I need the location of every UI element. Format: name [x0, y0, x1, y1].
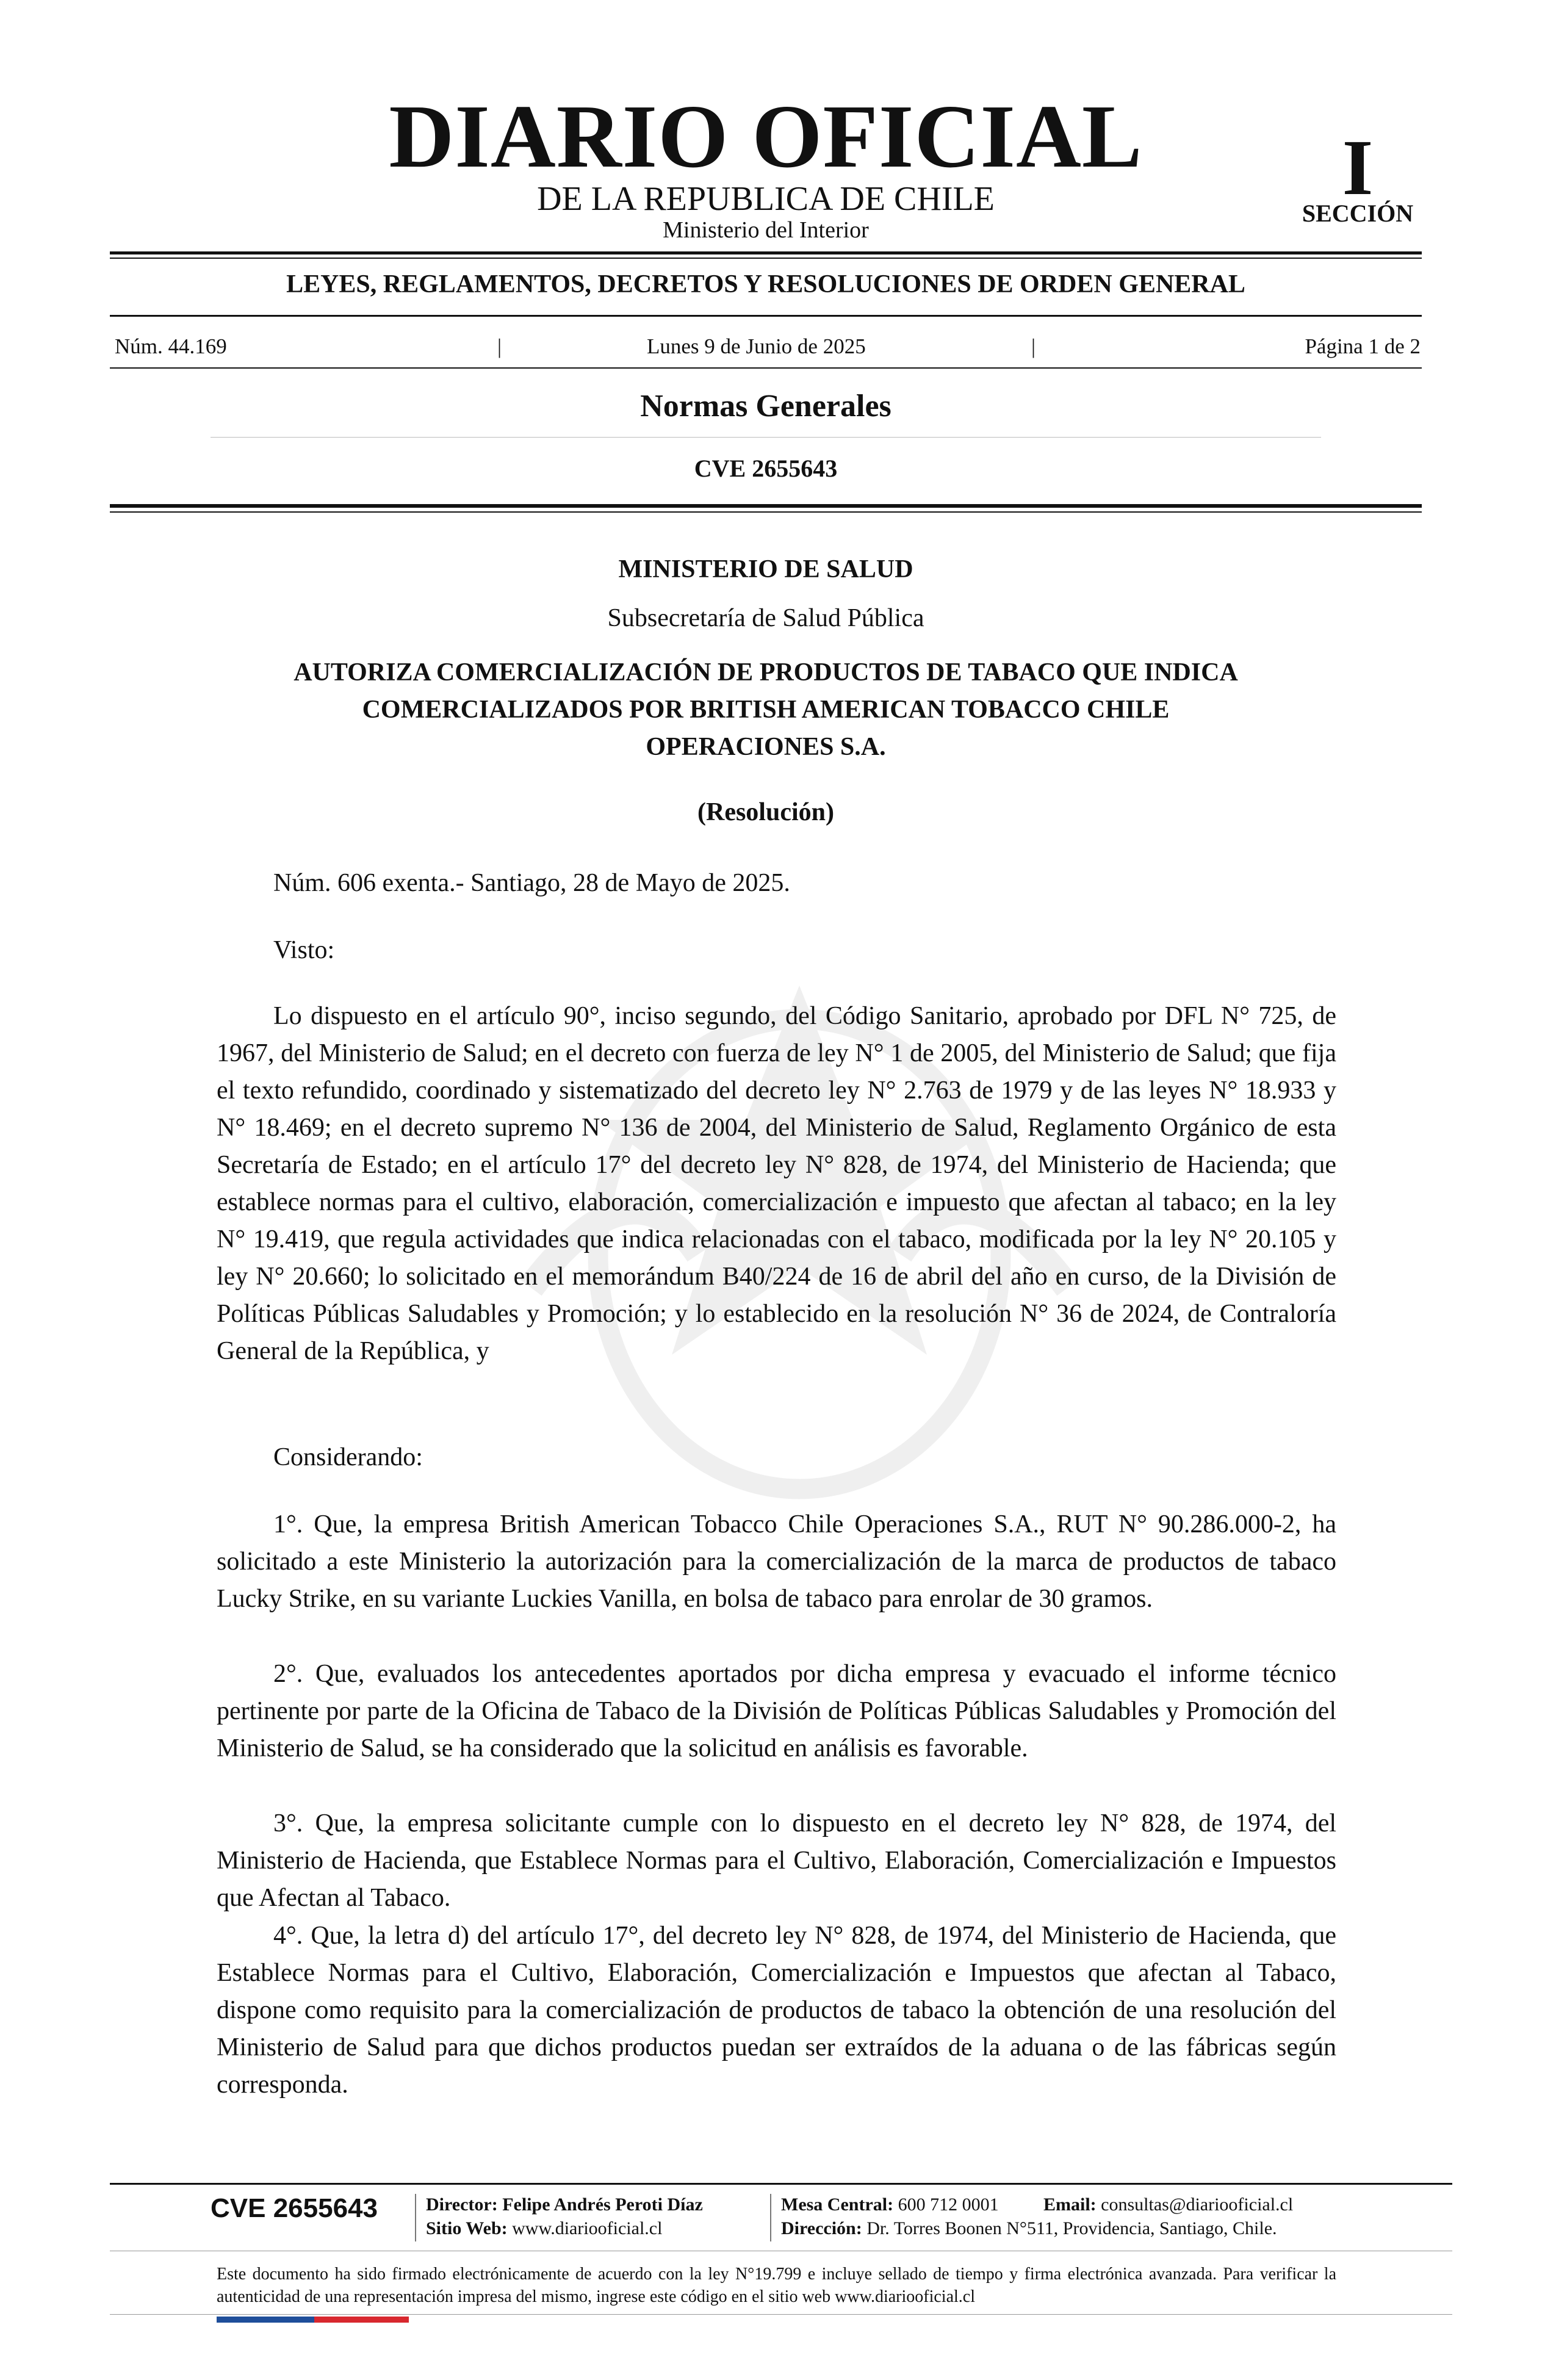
considerando-paragraph: 1°. Que, la empresa British American Tobacco Chile Operaciones S.A., RUT N° 90.286.000-2, ha solicitado a este Ministerio la autorización para la comercialización de la marca de productos de tabaco Lucky Strike, en su variante Luckies Vanilla, en bolsa de tabaco para enrolar de 30 gramos. [217, 1510, 1336, 1613]
footer-director-label: Director: [426, 2194, 498, 2215]
info-rule-bottom [110, 367, 1422, 369]
footer-mesa-label: Mesa Central: [781, 2194, 894, 2215]
section-number: I [1342, 124, 1374, 212]
footer-web-label: Sitio Web: [426, 2218, 508, 2238]
cve-rule-thick [110, 504, 1422, 508]
resolution-title-line: OPERACIONES S.A. [646, 733, 886, 761]
footer-director-name: Felipe Andrés Peroti Díaz [502, 2194, 703, 2215]
document-ministry: MINISTERIO DE SALUD [618, 555, 913, 583]
footer-email-link[interactable]: consultas@diariooficial.cl [1101, 2194, 1294, 2215]
footer-cve-code: CVE 2655643 [211, 2193, 378, 2223]
resolution-title [0, 654, 1532, 766]
resolution-type: (Resolución) [697, 798, 834, 826]
footer-phone [781, 2196, 999, 2214]
footer-divider [415, 2194, 416, 2241]
info-rule-top [110, 315, 1422, 317]
footer-email [1043, 2196, 1293, 2214]
masthead-rule-top-thin [110, 258, 1422, 259]
visto-paragraph: Lo dispuesto en el artículo 90°, inciso segundo, del Código Sanitario, aprobado por DFL N° 725, de 1967, del Ministerio de Salud; en el decreto con fuerza de ley N° 1 de 2005, del Ministerio de Salud; que fija el texto refundido, coordinado y sistematizado del decreto ley N° 2.763 de 1979 y de las leyes N° 18.933 y N° 18.469; en el decreto supremo N° 136 de 2004, del Ministerio de Salud, Reglamento Orgánico de esta Secretaría de Estado; en el artículo 17° del decreto ley N° 828, de 1974, del Ministerio de Hacienda; que establece normas para el cultivo, elaboración, comercialización e impuesto que afectan al tabaco; en la ley N° 19.419, que regula actividades que indica relacionadas con el tabaco, modificada por la ley N° 20.105 y ley N° 20.660; lo solicitado en el memorándum B40/224 de 16 de abril del año en curso, de la División de Políticas Públicas Saludables y Promoción; y lo establecido en la resolución N° 36 de 2024, de Contraloría General de la República, y [217, 1002, 1336, 1365]
cve-rule-thin [110, 511, 1422, 513]
considerando-label: Considerando: [273, 1443, 423, 1471]
footer-legal-note: Este documento ha sido firmado electrónicamente de acuerdo con la ley N°19.799 e incluye sellado de tiempo y firma electrónica avanzada. Para verificar la autenticidad de una representación impresa del mismo, ingrese este código en el sitio web www.diariooficial.cl [217, 2265, 1336, 2306]
footer-divider [770, 2194, 771, 2241]
normas-divider [211, 437, 1321, 438]
newspaper-title: DIARIO OFICIAL [389, 87, 1143, 187]
considerando-paragraph: 3°. Que, la empresa solicitante cumple con lo dispuesto en el decreto ley N° 828, de 1974, del Ministerio de Hacienda, que Establece Normas para el Cultivo, Elaboración, Comercialización e Impuestos que Afectan al Tabaco. [217, 1809, 1336, 1912]
footer-rule-top [110, 2183, 1452, 2185]
footer-address-text: Dr. Torres Boonen N°511, Providencia, Santiago, Chile. [866, 2218, 1277, 2238]
footer-rule-bottom [110, 2314, 1452, 2315]
footer-email-label: Email: [1043, 2194, 1097, 2215]
visto-label: Visto: [273, 936, 335, 964]
page-indicator: Página 1 de 2 [1305, 334, 1421, 358]
resolution-number-line: Núm. 606 exenta.- Santiago, 28 de Mayo de 2025. [273, 869, 790, 897]
cve-code: CVE 2655643 [694, 455, 838, 482]
resolution-title-line: COMERCIALIZADOS POR BRITISH AMERICAN TOBACCO CHILE [362, 696, 1170, 724]
info-separator: | [1031, 334, 1036, 358]
considerando-paragraph: 2°. Que, evaluados los antecedentes aportados por dicha empresa y evacuado el informe técnico pertinente por parte de la Oficina de Tabaco de la División de Políticas Públicas Saludables y Promoción del Ministerio de Salud, se ha considerado que la solicitud en análisis es favorable. [217, 1660, 1336, 1762]
resolution-title-line: AUTORIZA COMERCIALIZACIÓN DE PRODUCTOS DE TABACO QUE INDICA [294, 658, 1238, 687]
newspaper-subtitle: DE LA REPUBLICA DE CHILE [537, 180, 995, 218]
masthead-rule-top [110, 251, 1422, 254]
section-header: LEYES, REGLAMENTOS, DECRETOS Y RESOLUCIONES DE ORDEN GENERAL [286, 270, 1245, 298]
footer-mesa-number: 600 712 0001 [898, 2194, 999, 2215]
section-label: SECCIÓN [1302, 200, 1414, 227]
considerando-paragraph: 4°. Que, la letra d) del artículo 17°, del decreto ley N° 828, de 1974, del Ministerio de Hacienda, que Establece Normas para el Cultivo, Elaboración, Comercialización e Impuestos que afectan al Tabaco, dispone como requisito para la comercialización de productos de tabaco la obtención de una resolución del Ministerio de Salud para que dichos productos puedan ser extraídos de la aduana o de las fábricas según corresponda. [217, 1922, 1336, 2099]
info-separator: | [497, 334, 502, 358]
footer-address-label: Dirección: [781, 2218, 862, 2238]
document-subsecretaria: Subsecretaría de Salud Pública [607, 604, 924, 632]
footer-director [426, 2196, 703, 2214]
flag-stripe-red [314, 2317, 409, 2323]
normas-title: Normas Generales [640, 389, 891, 424]
issue-number: Núm. 44.169 [115, 334, 227, 358]
footer-web-link[interactable]: www.diariooficial.cl [512, 2218, 663, 2238]
issue-date: Lunes 9 de Junio de 2025 [647, 334, 866, 358]
flag-stripe-blue [217, 2317, 314, 2323]
footer-address [781, 2220, 1277, 2238]
newspaper-ministry: Ministerio del Interior [663, 217, 869, 243]
footer-website [426, 2220, 662, 2238]
